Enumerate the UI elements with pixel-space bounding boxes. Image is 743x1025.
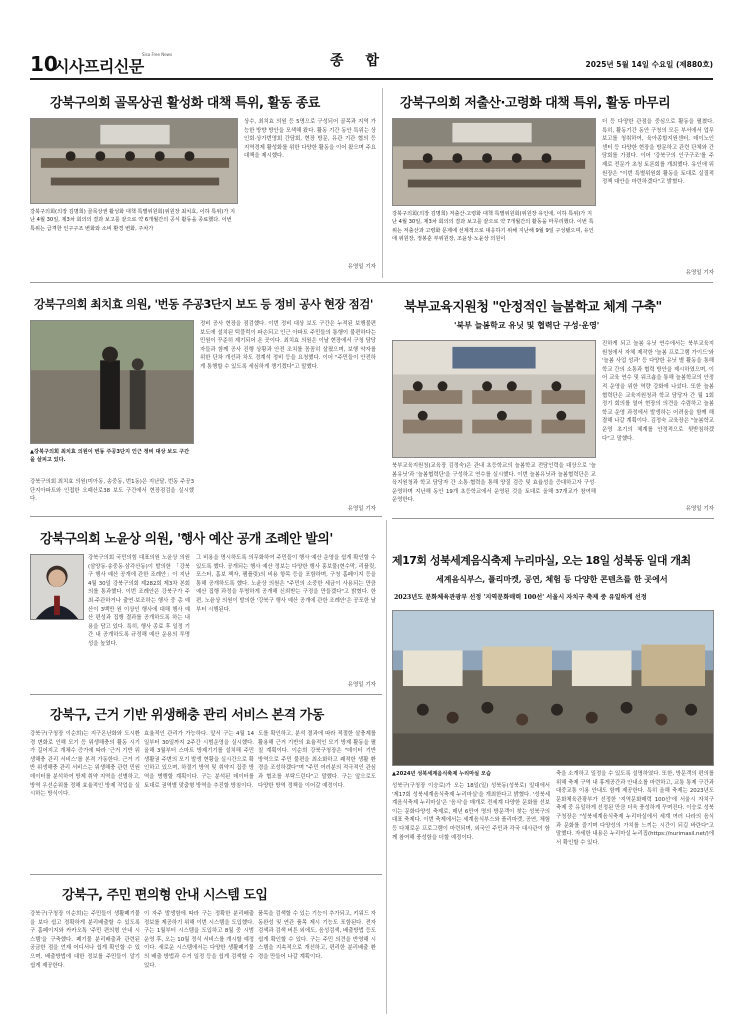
article-7-col3: 품목을 검색할 수 있는 기능이 추가되고, 키워드 자동완성 및 연관 품목 제시 기능도 포함된다. 전자 검색과 검색 버튼 외에도, 음성검색, 배출방법 등도 쉽게 확인할 수 있다. 구는 주민 의견을 반영해 시스템을 지속적으로 개선하고, 편리한 분리배출 환경을 만들어 나갈 계획이다. [258, 911, 376, 960]
article-1-col2: 상수, 최치효 의원 등 5명으로 구성되어 골목과 지역 가능한 방향 방안을 모색해 왔다. 활동 기간 동안 특위는 상인회·상가번영회 간담회, 현장 방문, 유관 기관 협의 등 지역경제 활성화를 위한 다양한 활동을 이어 왔으며 주요 대책을 제시했다. [244, 119, 376, 160]
article-7-headline: 강북구, 주민 편의형 안내 시스템 도입 [62, 888, 268, 903]
article-6-headline: 강북구, 근거 기반 위생해충 관리 서비스 본격 가동 [50, 708, 324, 723]
article-8-caption: ▲2024년 성북세계음식축제 누리마실 모습 [392, 771, 492, 777]
column-divider [382, 88, 383, 278]
article-3-byline: 유영일 기자 [347, 506, 376, 512]
page-number: 10 [30, 52, 58, 76]
article-1-headline: 강북구의회 골목상권 활성화 대책 특위, 활동 종료 [50, 96, 320, 111]
article-8-headline: 제17회 성북세계음식축제 누리마실, 오는 18일 성북동 일대 개최 [392, 554, 691, 567]
article-5-photo [30, 554, 84, 620]
section-divider [30, 694, 382, 695]
masthead [30, 50, 713, 78]
article-5-byline: 유영일 기자 [347, 682, 376, 688]
article-7-col2: 이 자주 발생함에 따라 구는 정확한 분리배출 정보를 제공하기 위해 이번 시스템을 도입했다. 구는 1월부터 시스템을 도입하고 8월 중 시범 운영 후, 오는 10월 정식 서비스를 개시할 예정이다. 새로운 시스템에서는 다양한 생활폐기물의 배출 방법과 수거 일정 등을 쉽게 검색할 수 있다. [144, 911, 254, 969]
article-4-caption: 북부교육지원청(교육장 김정숙)은 관내 초등학교의 늘봄학교 전담인력을 대상으로 '늘봄유닛'과 '늘봄협력단'을 구성하고 연수를 실시했다. 이번 늘봄유닛과 늘봄협력단은 교육지원청과 학교 담당자 간 소통·협력을 통해 양질 검증 및 효율성을 증대하고자 구성·운영하며 지난해 동안 19개 초등학교에서 운영된 것을 토대로 올해 37개교가 참여해 운영한다. [392, 463, 596, 504]
article-1-byline: 유영일 기자 [347, 264, 376, 270]
article-4-col2: 진하게 되고 늘봄 유닛 연수에서는 북부교육지원청에서 자체 제작한 '늘봄 프로그램 가이드'와 '늘봄 사업 성과' 등 다양한 유닛 별 활동을 통해 학교 간의 소통과 협력 방안을 제시하였으며, 이어 교육 연수 및 워크숍을 통해 늘봄학교의 안정적 운영을 위한 역량 강화에 나섰다. 또한 늘봄협력단은 교육지원청과 학교 담당자 간 월 1회 정기 회의를 열어 현장의 의견을 수렴하고 늘봄학교 운영 과정에서 발생하는 어려움을 함께 해결해 나갈 계획이다. 김정숙 교육장은 "늘봄학교 운영 초기의 체계를 안정적으로 뒷받침하겠다"고 말했다. [602, 341, 714, 442]
article-6-col3: 도를 확인하고, 분석 결과에 따라 적절한 살충제를 활용해 근거 기반의 효율적인 모기 방제 활동을 펼칠 계획이다. 이순희 강북구청장은 "데이터 기반 방역으로 주민 불편을 최소화하고 쾌적한 생활 환경을 조성하겠다"며 "주민 여러분의 적극적인 관심과 협조를 부탁드린다"고 말했다. 구는 앞으로도 다양한 방역 정책을 이어갈 예정이다. [258, 731, 376, 789]
article-3-photo [30, 320, 194, 444]
article-1-caption: 강북구의회(의장 김명희) 골목상권 활성화 대책 특별위원회(위원장 최치효, 이하 특위)가 지난 4월 30일, 제3차 회의의 결과 보고를 끝으로 약 6개월간의 공식 활동을 종료했다. 이번 특위는 급격한 인구구조 변화와 소비 환경 변화, 주차가 [30, 209, 235, 232]
article-6-col2: 효율적인 관리가 가능하다. 앞서 구는 4월 14일부터 30일까지 2주간 시범운영을 실시했다. 올해 3월부터 스마트 방제기기를 설치해 주민 생활권 주변의 모기 발생 현황을 실시간으로 확인하고 있으며, 하절기 방역 및 취약지 집중 방역을 병행할 계획이다. 구는 분석된 데이터를 토대로 권역별 맞춤형 방역을 추진할 방침이다. [144, 731, 254, 789]
article-8-col1: 성북구(구청장 이승로)가 오는 18일(일) 성북동(성북로) 일대에서 '제17회 성북세계음식축제 누리마실'을 개최한다고 밝혔다. '성북세계음식축제 누리마실'은 '음식'을 매개로 전세계 다양한 문화를 선보이는 문화다양성 축제로, 매년 6만여 명의 방문객이 찾는 성북구의 대표 축제다. 이번 축제에서는 세계음식부스와 플리마켓, 공연, 체험 등 다채로운 프로그램이 마련되며, 외국인 주민과 각국 대사관이 함께 참여해 풍성함을 더할 예정이다. [392, 783, 550, 841]
article-8-subhead-2: 2023년도 문화체육관광부 선정 '지역문화매력 100선' 서울시 자치구 축제 중 유일하게 선정 [394, 594, 647, 601]
section-divider [30, 516, 382, 517]
masthead-rule [30, 78, 713, 80]
article-5-col2: 그 비용을 명시하도록 의무화하여 주민들이 행사 예산 운영을 쉽게 확인할 수 있도록 했다. 공개되는 행사 예산 정보는 다양한 행사 홍보물(현수막, 리플릿, 포스터, 홈보 책자, 팸플릿)의 비용 항목 등을 포함하며, 구청 홈페이지 등을 통해 공개하도록 했다. 노윤상 의원은 "주민의 소중한 세금이 사용되는 만큼 예산 집행 과정을 투명하게 공개해 신뢰받는 구정을 만들겠다"고 밝혔다. 한편, 노윤상 의원이 발의한 '강북구 행사 예산 공개에 관한 조례안'은 공포한 날부터 시행된다. [196, 555, 376, 613]
article-6-col1: 강북구(구청장 이순희)는 지구온난화와 도시환경 변화로 인해 모기 등 위생해충의 활동 시기가 길어지고 개체수 증가에 따라 '근거 기반 위생해충 관리 서비스'를 본격 가동한다. 근거 기반 위생해충 관리 서비스는 위생해충 관련 민원 데이터를 분석하여 방제 취약 지역을 선별하고, 방역 우선순위를 정해 효율적인 방제 작업을 실시하는 방식이다. [30, 731, 140, 798]
article-7-col1: 강북구(구청장 이순희)는 주민들이 생활폐기물을 보다 쉽고 정확하게 분리배출할 수 있도록 구 홈페이지와 카카오톡 '주민 편의형 안내 시스템'을 구축했다. 폐기물 분리배출과 관련된 궁금한 점을 언제 어디서나 쉽게 확인할 수 있으며, 배출방법에 대한 정보를 주민들이 알기 쉽게 제공한다. [30, 911, 140, 969]
article-1-photo [30, 118, 238, 204]
article-2-byline: 유영일 기자 [685, 270, 714, 276]
paper-name: 시사프리신문 [54, 57, 144, 76]
article-3-caption: ▲강북구의회 최치효 의원이 번동 주공3단지 인근 정비 대상 보도 구간을 살피고 있다. [30, 449, 190, 464]
article-2-headline: 강북구의회 저출산·고령화 대책 특위, 활동 마무리 [400, 96, 671, 111]
section-divider [392, 518, 714, 519]
section-divider [30, 282, 713, 283]
column-divider [386, 520, 387, 1014]
section-name: 종합 [330, 53, 402, 69]
article-8-col2: 축을 소개하고 일정을 수 있도록 설명하였다. 또한, 방문객의 편의를 위해 축제 구역 내 휴게공간과 안내소를 마련하고, 교통 통제 구간과 대중교통 이용 안내도 함께 제공한다. 특히 올해 축제는 2023년도 문화체육관광부가 선정한 '지역문화매력 100선'에 서울시 자치구 축제 중 유일하게 선정된 만큼 더욱 풍성하게 꾸며진다. 이승로 성북구청장은 "성북세계음식축제 누리마실에서 세계 여러 나라의 음식과 문화를 즐기며 다양성의 가치를 느끼는 시간이 되길 바란다"고 말했다. 자세한 내용은 누리마실 누리집(https://nurimasil.net/)에서 확인할 수 있다. [556, 771, 714, 846]
article-8-subhead-1: 세계음식부스, 플리마켓, 공연, 체험 등 다양한 콘텐츠를 한 곳에서 [436, 574, 668, 584]
article-3-headline: 강북구의회 최치효 의원, '번동 주공3단지 보도 등 정비 공사 현장 점검' [34, 297, 373, 311]
article-2-caption: 강북구의회(의장 김명희) 저출산·고령화 대책 특별위원회(위원장 유인애, 이하 특위)가 지난 4월 30일, 제3차 회의의 결과 보고를 끝으로 약 7개월간의 활동을 마무리했다. 이번 특위는 저출산과 고령화 문제에 선제적으로 대응하기 위해 지난해 9월 9일 구성됐으며, 유인애 위원장, 정봉훈 부위원장, 조윤상·노윤상 의원이 [392, 211, 594, 243]
article-2-col2: 더 등 다양한 관점을 중심으로 활동을 펼쳤다. 특히, 활동기간 동안 구청의 모든 부서에서 업무보고를 청취하여, 육아종합지원센터, 데이노인센터 등 다양한 현장을 방문하고 관련 단체와 간담회를 가졌다. 이어 '강북구의 인구구조'를 주제로 전문가 초청 토론회를 개최했다. 유인애 위원장은 "이번 특별위원회 활동을 토대로 실질적 정책 대안을 마련하겠다"고 밝혔다. [602, 119, 714, 186]
article-2-photo [392, 118, 596, 206]
article-5-col1: 강북구의회 국민의힘 대표의원 노윤상 의원(삼양동·송중동·삼각산동)이 발의한 「강북구 행사 예산 공개에 관한 조례안」이 지난 4월 30일 강북구의회 제282회 제3차 본회의를 통과했다. 이번 조례안은 강북구가 주최·주관하거나 출연·보조하는 행사 중 총 예산이 3백만 원 이상인 행사에 대해 행사 예산 편성과 집행 결과를 공개하도록 하는 내용을 담고 있다. 특히, 행사 종료 후 일정 기간 내 공개하도록 규정해 예산 운용의 투명성을 높였다. [88, 555, 190, 647]
article-5-headline: 강북구의회 노윤상 의원, '행사 예산 공개 조례안 발의' [40, 532, 333, 547]
article-4-photo [392, 340, 596, 458]
section-divider [30, 874, 382, 875]
article-4-subhead: '북부 늘봄학교 유닛 및 협력단 구성·운영' [454, 320, 600, 330]
issue-date: 2025년 5월 14일 수요일 (제880호) [585, 60, 713, 69]
paper-subname: Sisa Free News [142, 52, 173, 57]
article-8-photo [392, 610, 714, 766]
article-4-byline: 유영일 기자 [685, 506, 714, 512]
article-4-headline: 북부교육지원청 "안정적인 늘봄학교 체계 구축" [404, 300, 662, 315]
article-3-col2: 정비 공사 현장을 점검했다. 이번 정비 대상 보도 구간은 누적된 보행불편 보도에 설치된 턱블럭이 파손되고 인근 아파트 주민들의 통행이 불편하다는 민원이 꾸준히 제기되어 온 곳이다. 최치효 의원은 이날 현장에서 구청 담당자들과 함께 공사 진행 상황과 안전 조치를 꼼꼼히 살폈으며, 보행 약자를 위한 단차 개선과 차도 경계석 정비 등을 요청했다. 이어 "주민들이 안전하게 통행할 수 있도록 세심하게 챙기겠다"고 말했다. [200, 321, 376, 370]
article-3-col1: 강북구의회 최치효 의원(미아동, 송중동, 번1동)은 지난달, 번동 주공3단지아파트와 인접한 오패산로38 보도 구간에서 현장점검을 실시했다. [30, 479, 194, 503]
